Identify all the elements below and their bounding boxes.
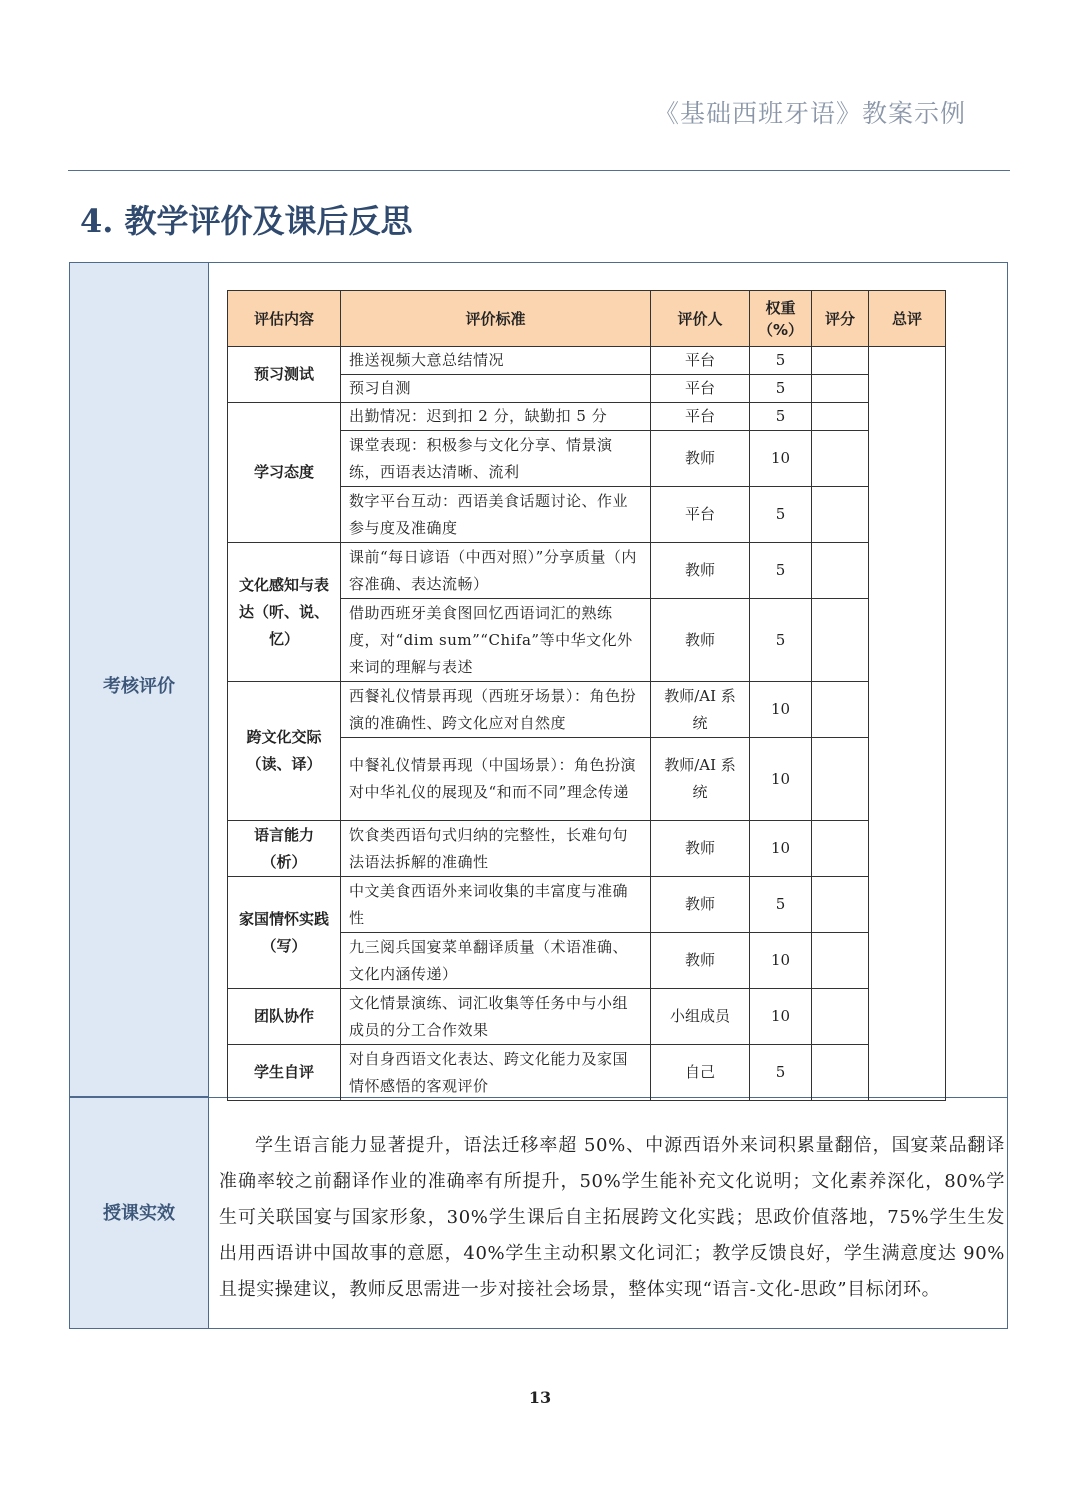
header-weight-line2: （%） (758, 320, 804, 339)
weight-cell: 10 (750, 682, 812, 738)
evaluator-cell: 教师 (651, 821, 750, 877)
evaluator-cell: 教师 (651, 431, 750, 487)
header-score: 评分 (812, 291, 869, 347)
weight-cell: 10 (750, 738, 812, 821)
score-cell (812, 375, 869, 403)
criteria-cell: 西餐礼仪情景再现（西班牙场景）：角色扮演的准确性、跨文化应对自然度 (341, 682, 651, 738)
score-cell (812, 933, 869, 989)
weight-cell: 5 (750, 877, 812, 933)
criteria-cell: 九三阅兵国宴菜单翻译质量（术语准确、文化内涵传递） (341, 933, 651, 989)
evaluator-cell: 自己 (651, 1045, 750, 1101)
category-cell: 学习态度 (228, 403, 341, 543)
weight-cell: 10 (750, 821, 812, 877)
score-cell (812, 543, 869, 599)
score-cell (812, 821, 869, 877)
evaluator-cell: 平台 (651, 375, 750, 403)
score-cell (812, 487, 869, 543)
criteria-cell: 推送视频大意总结情况 (341, 347, 651, 375)
category-cell: 语言能力（析） (228, 821, 341, 877)
table-row (228, 543, 946, 599)
criteria-cell: 课堂表现：积极参与文化分享、情景演练，西语表达清晰、流利 (341, 431, 651, 487)
header-total: 总评 (869, 291, 946, 347)
section-title: 4. 教学评价及课后反思 (80, 202, 413, 240)
score-cell (812, 599, 869, 682)
criteria-cell: 对自身西语文化表达、跨文化能力及家国情怀感悟的客观评价 (341, 1045, 651, 1101)
score-cell (812, 989, 869, 1045)
table-row (228, 877, 946, 933)
score-cell (812, 738, 869, 821)
evaluator-cell: 平台 (651, 347, 750, 375)
score-cell (812, 403, 869, 431)
effect-paragraph: 学生语言能力显著提升，语法迁移率超 50%、中源西语外来词积累量翻倍，国宴菜品翻译准确率较之前翻译作业的准确率有所提升，50%学生能补充文化说明；文化素养深化，80%学生可关联国宴与国家形象，30%学生课后自主拓展跨文化实践；思政价值落地，75%学生生发出用西语讲中国故事的意愿，40%学生主动积累文化词汇；教学反馈良好，学生满意度达 90%且提实操建议，教师反思需进一步对接社会场景，整体实现“语言-文化-思政”目标闭环。 (219, 1135, 1005, 1300)
header-content: 评估内容 (228, 291, 341, 347)
score-cell (812, 877, 869, 933)
header-weight (750, 291, 812, 347)
table-row (228, 403, 946, 431)
side-cell-effect (70, 1097, 209, 1328)
score-cell (812, 431, 869, 487)
evaluator-cell: 教师 (651, 877, 750, 933)
table-row (228, 821, 946, 877)
header-evaluator: 评价人 (651, 291, 750, 347)
weight-cell: 10 (750, 431, 812, 487)
criteria-cell: 出勤情况：迟到扣 2 分，缺勤扣 5 分 (341, 403, 651, 431)
weight-cell: 10 (750, 933, 812, 989)
criteria-cell: 饮食类西语句式归纳的完整性，长难句句法语法拆解的准确性 (341, 821, 651, 877)
evaluator-cell: 教师/AI 系统 (651, 682, 750, 738)
category-cell: 学生自评 (228, 1045, 341, 1101)
table-row (228, 989, 946, 1045)
score-cell (812, 682, 869, 738)
evaluator-cell: 平台 (651, 403, 750, 431)
category-cell: 家国情怀实践（写） (228, 877, 341, 989)
evaluator-cell: 教师 (651, 933, 750, 989)
criteria-cell: 预习自测 (341, 375, 651, 403)
evaluator-cell: 教师 (651, 599, 750, 682)
criteria-cell: 借助西班牙美食图回忆西语词汇的熟练度，对“dim sum”“Chifa”等中华文化外来词的理解与表述 (341, 599, 651, 682)
header-rule (68, 170, 1010, 171)
category-cell: 文化感知与表达（听、说、忆） (228, 543, 341, 682)
weight-cell: 5 (750, 347, 812, 375)
weight-cell: 5 (750, 1045, 812, 1101)
criteria-cell: 中餐礼仪情景再现（中国场景）：角色扮演对中华礼仪的展现及“和而不同”理念传递 (341, 738, 651, 821)
weight-cell: 5 (750, 375, 812, 403)
table-row (228, 347, 946, 375)
total-cell (869, 347, 946, 1101)
document-header-title: 《基础西班牙语》教案示例 (653, 99, 966, 128)
table-row (228, 682, 946, 738)
table-header-row (228, 291, 946, 347)
weight-cell: 5 (750, 599, 812, 682)
side-label-evaluation: 考核评价 (103, 676, 175, 697)
evaluation-table (227, 290, 946, 1101)
criteria-cell: 文化情景演练、词汇收集等任务中与小组成员的分工合作效果 (341, 989, 651, 1045)
weight-cell: 10 (750, 989, 812, 1045)
header-weight-line1: 权重 (765, 298, 796, 317)
criteria-cell: 中文美食西语外来词收集的丰富度与准确性 (341, 877, 651, 933)
score-cell (812, 347, 869, 375)
evaluator-cell: 平台 (651, 487, 750, 543)
evaluator-cell: 小组成员 (651, 989, 750, 1045)
side-label-effect: 授课实效 (103, 1203, 175, 1224)
criteria-cell: 数字平台互动：西语美食话题讨论、作业参与度及准确度 (341, 487, 651, 543)
evaluator-cell: 教师/AI 系统 (651, 738, 750, 821)
weight-cell: 5 (750, 543, 812, 599)
side-cell-evaluation (70, 263, 209, 1097)
table-row (228, 1045, 946, 1101)
evaluator-cell: 教师 (651, 543, 750, 599)
page-number: 13 (528, 1388, 552, 1407)
criteria-cell: 课前“每日谚语（中西对照）”分享质量（内容准确、表达流畅） (341, 543, 651, 599)
category-cell: 跨文化交际（读、译） (228, 682, 341, 821)
category-cell: 团队协作 (228, 989, 341, 1045)
header-criteria: 评价标准 (341, 291, 651, 347)
weight-cell: 5 (750, 487, 812, 543)
weight-cell: 5 (750, 403, 812, 431)
category-cell: 预习测试 (228, 347, 341, 403)
score-cell (812, 1045, 869, 1101)
